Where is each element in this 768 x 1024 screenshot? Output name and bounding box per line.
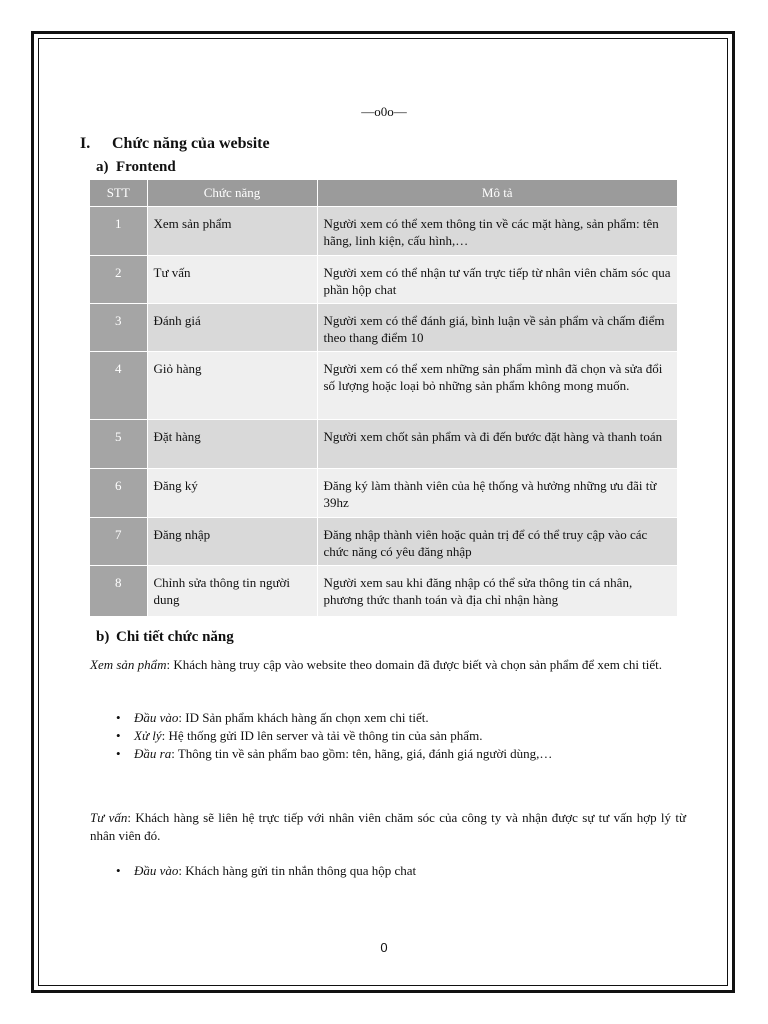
function-table xyxy=(90,180,677,616)
section-title: Chức năng của website xyxy=(112,135,270,152)
subsection-label: b) xyxy=(96,629,110,645)
table-header-row xyxy=(90,180,677,207)
detail-paragraph-consulting xyxy=(90,809,686,845)
subsection-heading-details xyxy=(96,629,234,646)
row-function: Giỏ hàng xyxy=(147,352,317,420)
row-function: Đăng ký xyxy=(147,469,317,518)
detail-bullet-list xyxy=(116,709,552,763)
subsection-label: a) xyxy=(96,159,109,175)
section-number: I. xyxy=(80,135,91,152)
table-row xyxy=(90,420,677,469)
header-description: Mô tả xyxy=(317,180,677,207)
ornament-divider: —o0o— xyxy=(361,104,407,119)
row-description: Người xem có thể xem thông tin về các mặt hàng, sản phẩm: tên hãng, linh kiện, cấu hình,… xyxy=(317,207,677,256)
row-stt: 5 xyxy=(90,420,147,469)
bullet-text: : ID Sản phẩm khách hàng ấn chọn xem chi tiết. xyxy=(178,710,429,725)
row-description: Người xem có thể nhận tư vấn trực tiếp từ nhân viên chăm sóc qua phần hộp chat xyxy=(317,256,677,304)
bullet-term: Đầu ra xyxy=(134,746,172,761)
table-row xyxy=(90,207,677,256)
row-stt: 6 xyxy=(90,469,147,518)
header-stt: STT xyxy=(90,180,147,207)
subsection-title: Frontend xyxy=(116,159,176,175)
detail-text: : Khách hàng truy cập vào website theo domain đã được biết và chọn sản phẩm để xem chi tiết. xyxy=(166,657,663,672)
bullet-text: : Khách hàng gửi tin nhắn thông qua hộp chat xyxy=(178,863,417,878)
row-function: Tư vấn xyxy=(147,256,317,304)
bullet-text: : Hệ thống gửi ID lên server và tải về thông tin của sản phẩm. xyxy=(161,728,483,743)
row-function: Đăng nhập xyxy=(147,518,317,566)
row-function: Chỉnh sửa thông tin người dung xyxy=(147,566,317,616)
bullet-term: Đầu vào xyxy=(134,863,179,878)
detail-bullet-list xyxy=(116,862,416,880)
row-stt: 2 xyxy=(90,256,147,304)
detail-text: : Khách hàng sẽ liên hệ trực tiếp với nhân viên chăm sóc của công ty và nhận được sự tư vấn hợp lý từ nhân viên đó. xyxy=(90,810,686,843)
detail-term: Tư vấn xyxy=(90,810,128,825)
list-item xyxy=(116,709,552,727)
table-row xyxy=(90,256,677,304)
section-heading xyxy=(80,135,270,153)
row-function: Xem sản phẩm xyxy=(147,207,317,256)
table-row xyxy=(90,518,677,566)
table-row xyxy=(90,469,677,518)
row-stt: 8 xyxy=(90,566,147,616)
bullet-term: Đầu vào xyxy=(134,710,179,725)
row-stt: 3 xyxy=(90,304,147,352)
row-function: Đặt hàng xyxy=(147,420,317,469)
table-row xyxy=(90,566,677,616)
list-item xyxy=(116,745,552,763)
detail-term: Xem sản phẩm xyxy=(90,657,167,672)
header-function: Chức năng xyxy=(147,180,317,207)
row-stt: 1 xyxy=(90,207,147,256)
row-description: Người xem có thể đánh giá, bình luận về sản phẩm và chấm điểm theo thang điểm 10 xyxy=(317,304,677,352)
detail-paragraph-view-product xyxy=(90,656,686,674)
row-description: Người xem sau khi đăng nhập có thể sửa thông tin cá nhân, phương thức thanh toán và địa chỉ nhận hàng xyxy=(317,566,677,616)
row-function: Đánh giá xyxy=(147,304,317,352)
table-row xyxy=(90,304,677,352)
row-description: Người xem chốt sản phẩm và đi đến bước đặt hàng và thanh toán xyxy=(317,420,677,469)
table-row xyxy=(90,352,677,420)
row-description: Đăng nhập thành viên hoặc quản trị để có thể truy cập vào các chức năng có yêu đăng nhập xyxy=(317,518,677,566)
row-description: Người xem có thể xem những sản phẩm mình đã chọn và sửa đổi số lượng hoặc loại bỏ những sản phẩm không mong muốn. xyxy=(317,352,677,420)
row-description: Đăng ký làm thành viên của hệ thống và hưởng những ưu đãi từ 39hz xyxy=(317,469,677,518)
list-item xyxy=(116,862,416,880)
subsection-heading-frontend xyxy=(96,159,176,176)
page-number: 0 xyxy=(380,940,388,955)
row-stt: 4 xyxy=(90,352,147,420)
bullet-term: Xử lý xyxy=(134,728,162,743)
list-item xyxy=(116,727,552,745)
subsection-title: Chi tiết chức năng xyxy=(116,629,234,645)
row-stt: 7 xyxy=(90,518,147,566)
bullet-text: : Thông tin về sản phẩm bao gồm: tên, hãng, giá, đánh giá người dùng,… xyxy=(171,746,553,761)
